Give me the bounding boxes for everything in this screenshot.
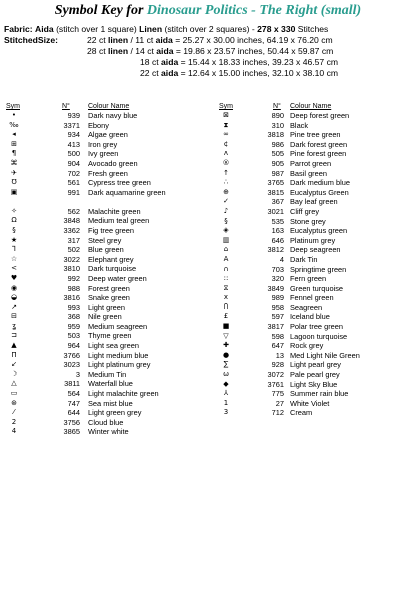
thread-number: 647 [271, 341, 284, 351]
thread-number: 3021 [267, 206, 284, 216]
thread-number: 939 [67, 111, 80, 120]
symbol-glyph: 1 [223, 398, 229, 407]
thread-number: 934 [67, 130, 80, 140]
symbol-glyph: ● [222, 350, 230, 359]
thread-number: 987 [271, 168, 284, 178]
colour-name: Thyme green [88, 331, 132, 341]
symbol-glyph: ▣ [10, 187, 18, 196]
symbol-glyph: ⊞ [11, 139, 17, 148]
thread-number: 564 [67, 389, 80, 399]
colour-name: Ebony [88, 120, 109, 130]
colour-name: Summer rain blue [290, 389, 349, 399]
colour-name: Polar tree green [290, 322, 343, 332]
thread-number: 904 [67, 158, 80, 168]
colour-name: Malachite green [88, 206, 141, 216]
thread-number: 3761 [267, 379, 284, 389]
colour-name: White Violet [290, 398, 330, 408]
colour-name: Pale pearl grey [290, 370, 340, 380]
symbol-glyph: ∑ [223, 360, 229, 369]
thread-number: 598 [271, 331, 284, 341]
colour-name: Black [290, 120, 309, 130]
thread-number: 502 [67, 245, 80, 255]
colour-name: Nile green [88, 312, 122, 322]
thread-number: 989 [271, 293, 284, 303]
colour-name: Dark Tin [290, 254, 318, 264]
thread-number: 3811 [64, 379, 80, 389]
symbol-glyph: • [11, 111, 17, 119]
stitched-size-label-line [4, 35, 58, 45]
thread-number: 747 [67, 398, 80, 408]
colour-name: Fresh green [88, 168, 128, 178]
colour-name: Waterfall blue [88, 379, 133, 389]
colour-name: Medium teal green [88, 216, 150, 226]
colour-name: Snake green [88, 293, 130, 303]
thread-number: 367 [271, 197, 284, 207]
fabric-label: Fabric: [4, 24, 33, 34]
thread-number: 646 [271, 235, 284, 245]
size-fabric-2: aida [155, 35, 173, 45]
symbol-glyph: 4 [11, 427, 17, 436]
symbol-glyph: A [223, 254, 229, 263]
colour-name: Cliff grey [290, 206, 320, 216]
thread-number: 3756 [63, 417, 80, 427]
thread-number: 3023 [63, 360, 80, 370]
colour-name: Med Light Nile Green [290, 350, 360, 360]
colour-name: Deep forest green [290, 111, 350, 120]
thread-number: 3812 [267, 245, 284, 255]
symbol-glyph: x [223, 293, 229, 302]
symbol-glyph: ∴ [223, 178, 229, 187]
right-name-header: Colour Name [290, 103, 332, 110]
thread-number: 988 [67, 283, 80, 293]
colour-name: Iceland blue [290, 312, 330, 322]
thread-number: 562 [67, 206, 80, 216]
symbol-glyph: ¶ [11, 149, 17, 158]
symbol-glyph: ▲ [11, 341, 17, 350]
symbol-glyph: ⅄ [223, 389, 229, 398]
colour-name: Eucalyptus green [290, 226, 348, 236]
symbol-glyph: ▭ [10, 389, 18, 398]
size-dimensions: = 15.44 x 18.33 inches, 39.23 x 46.57 cm [178, 57, 339, 67]
thread-number: 3765 [267, 178, 284, 188]
colour-name: Iron grey [88, 139, 118, 149]
fabric-linen-note: (stitch over 2 squares) - [164, 24, 255, 34]
title-prefix: Symbol Key for [54, 3, 147, 18]
symbol-glyph: ◂ [12, 130, 16, 139]
fabric-aida-note: (stitch over 1 square) [56, 24, 137, 34]
symbol-glyph: ⊐ [11, 331, 17, 340]
left-name-header: Colour Name [88, 103, 130, 110]
symbol-glyph: Ⴖ [223, 302, 229, 311]
thread-number: 3766 [63, 350, 80, 360]
thread-number: 3818 [267, 130, 284, 140]
symbol-glyph: ◉ [10, 283, 18, 292]
size-fabric: aida [161, 68, 179, 78]
symbol-glyph: ⧗ [223, 120, 229, 129]
thread-number: 535 [271, 216, 284, 226]
thread-number: 958 [271, 302, 284, 312]
colour-name: Basil green [290, 168, 327, 178]
thread-number: 644 [67, 408, 80, 418]
colour-name: Ivy green [88, 149, 119, 159]
thread-number: 775 [271, 389, 284, 399]
size-fabric: linen [108, 46, 129, 56]
symbol-glyph: ■ [222, 322, 230, 331]
fabric-stitches: 278 x 330 [257, 24, 296, 34]
symbol-glyph: ▥ [222, 235, 230, 244]
symbol-glyph: ▽ [223, 331, 229, 340]
symbol-glyph: △ [11, 379, 17, 388]
size-line [140, 68, 338, 78]
colour-name: Seagreen [290, 302, 323, 312]
symbol-glyph: 3 [223, 408, 229, 417]
thread-number: 991 [67, 187, 80, 197]
colour-name: Light sea green [88, 341, 139, 351]
size-line [87, 46, 333, 56]
left-sym-header: Sym [6, 103, 20, 110]
thread-number: 561 [67, 178, 80, 188]
symbol-glyph: ♪ [223, 206, 229, 215]
colour-name: Cypress tree green [88, 178, 151, 188]
colour-name: Dark aquamarine green [88, 187, 166, 197]
symbol-glyph: ✧ [11, 206, 17, 215]
thread-number: 500 [67, 149, 80, 159]
colour-name: Dark navy blue [88, 111, 138, 120]
colour-name: Elephant grey [88, 254, 134, 264]
thread-number: 959 [67, 321, 80, 331]
colour-name: Light Sky Blue [290, 379, 338, 389]
symbol-glyph: ↗ [11, 302, 17, 311]
colour-name: Pine tree green [290, 130, 341, 140]
symbol-glyph: ® [222, 158, 230, 167]
symbol-glyph: ☆ [10, 254, 18, 263]
symbol-glyph: ★ [10, 235, 18, 244]
colour-name: Avocado green [88, 158, 138, 168]
thread-number: 597 [271, 312, 284, 322]
colour-name: Parrot green [290, 158, 332, 168]
size-dimensions: = 12.64 x 15.00 inches, 32.10 x 38.10 cm [178, 68, 339, 78]
colour-name: Eucalyptus Green [290, 187, 349, 197]
symbol-glyph: ◈ [223, 226, 229, 235]
thread-number: 3371 [63, 120, 80, 130]
symbol-glyph: 2 [11, 417, 17, 426]
thread-number: 310 [271, 120, 284, 130]
colour-name: Rock grey [290, 341, 324, 351]
symbol-glyph: Ω [11, 216, 17, 225]
colour-name: Light green [88, 302, 125, 312]
symbol-glyph: ℧ [11, 178, 17, 187]
colour-name: Sea mist blue [88, 398, 133, 408]
right-sym-header: Sym [219, 103, 233, 110]
thread-number: 3817 [267, 322, 284, 332]
thread-number: 3816 [63, 293, 80, 303]
symbol-glyph: < [11, 264, 17, 273]
thread-number: 993 [67, 302, 80, 312]
thread-number: 3865 [63, 427, 80, 437]
thread-number: 986 [271, 139, 284, 149]
symbol-glyph: ⌂ [223, 245, 229, 254]
colour-name: Light pearl grey [290, 360, 341, 370]
fabric-line [4, 24, 328, 34]
fabric-aida: Aida [35, 24, 54, 34]
colour-name: Pine forest green [290, 149, 347, 159]
colour-name: Fern green [290, 274, 327, 284]
size-count: 18 ct [140, 57, 162, 67]
fabric-linen: Linen [139, 24, 163, 34]
colour-name: Medium Tin [88, 369, 127, 379]
thread-number: 505 [271, 149, 284, 159]
colour-name: Medium seagreen [88, 321, 148, 331]
thread-number: 3072 [267, 370, 284, 380]
colour-name: Fig tree green [88, 225, 135, 235]
colour-name: Dark medium blue [290, 178, 350, 188]
title-pattern-name: Dinosaur Politics - The Right (small) [146, 3, 362, 18]
colour-name: Algae green [88, 130, 128, 140]
symbol-glyph: ◆ [223, 379, 229, 388]
colour-name: Light malachite green [88, 389, 159, 399]
symbol-glyph: ‰ [9, 120, 19, 129]
thread-number: 413 [67, 139, 80, 149]
symbol-glyph: :: [223, 274, 229, 283]
thread-number: 320 [271, 274, 284, 284]
thread-number: 3022 [63, 254, 80, 264]
symbol-glyph: § [12, 225, 16, 234]
symbol-glyph: ✓ [223, 197, 229, 206]
thread-number: 964 [67, 341, 80, 351]
thread-number: 3848 [63, 216, 80, 226]
symbol-glyph: ♥ [10, 273, 18, 282]
thread-number: 163 [271, 226, 284, 236]
symbol-glyph: £ [223, 312, 229, 321]
size-count: 22 ct [140, 68, 162, 78]
page-title [0, 3, 416, 19]
size-line [140, 57, 338, 67]
thread-number: 712 [271, 408, 284, 418]
colour-name: Lagoon turquoise [290, 331, 348, 341]
thread-number: 703 [271, 264, 284, 274]
symbol-glyph: ⊟ [11, 312, 17, 321]
thread-number: 928 [271, 360, 284, 370]
thread-number: 27 [275, 398, 284, 408]
stitched-size-label: StitchedSize: [4, 35, 58, 45]
size-dimensions: = 25.27 x 30.00 inches, 64.19 x 76.20 cm [172, 35, 333, 45]
colour-name: Winter white [88, 427, 129, 437]
symbol-glyph: ⊠ [223, 111, 229, 119]
thread-number: 317 [67, 235, 80, 245]
size-line [87, 35, 333, 45]
symbol-glyph: ʌ [223, 149, 229, 158]
symbol-glyph: ⧖ [223, 283, 229, 292]
colour-name: Blue green [88, 245, 124, 255]
thread-number: 3 [75, 369, 80, 379]
thread-number: 368 [67, 312, 80, 322]
symbol-glyph: ¢ [223, 139, 229, 148]
symbol-glyph: ω [223, 370, 229, 379]
thread-number: 992 [67, 273, 80, 283]
colour-name: Light platinum grey [88, 360, 151, 370]
symbol-glyph: Π [11, 350, 17, 359]
thread-number: 4 [279, 254, 284, 264]
thread-number: 503 [67, 331, 80, 341]
symbol-glyph: ⁄ [13, 408, 15, 417]
colour-name: Green turquoise [290, 283, 343, 293]
thread-number: 3849 [267, 283, 284, 293]
colour-name: Light green grey [88, 408, 142, 418]
colour-name: Cloud blue [88, 417, 124, 427]
thread-number: 3810 [63, 264, 80, 274]
colour-name: Fennel green [290, 293, 334, 303]
symbol-glyph: ↑ [223, 168, 229, 177]
colour-name: Bay leaf green [290, 197, 338, 207]
colour-name: Deep seagreen [290, 245, 341, 255]
colour-name: Steel grey [88, 235, 122, 245]
size-fabric: linen [108, 35, 129, 45]
colour-name: Cream [290, 408, 313, 418]
symbol-glyph: § [224, 216, 228, 225]
thread-number: 702 [67, 168, 80, 178]
size-count-2: / 14 ct [128, 46, 157, 56]
symbol-glyph: ✚ [223, 341, 229, 350]
size-fabric-2: aida [156, 46, 174, 56]
thread-number: 3362 [63, 225, 80, 235]
symbol-glyph: ☽ [10, 369, 18, 378]
size-fabric: aida [161, 57, 179, 67]
size-dimensions: = 19.86 x 23.57 inches, 50.44 x 59.87 cm [173, 46, 334, 56]
symbol-glyph: ✈ [11, 168, 17, 177]
symbol-glyph: ⅂ [12, 245, 16, 254]
thread-number: 13 [275, 350, 284, 360]
size-count-2: / 11 ct [128, 35, 156, 45]
symbol-glyph: ∩ [223, 264, 229, 273]
colour-name: Springtime green [290, 264, 347, 274]
size-count: 22 ct [87, 35, 109, 45]
symbol-glyph: ⊛ [11, 398, 17, 407]
thread-number: 890 [271, 111, 284, 120]
left-num-header: N° [62, 103, 70, 110]
symbol-glyph: ⊕ [223, 187, 229, 196]
size-count: 28 ct [87, 46, 109, 56]
colour-name: Dark turquoise [88, 264, 137, 274]
symbol-glyph: ↙ [11, 360, 17, 369]
colour-name: Deep water green [88, 273, 147, 283]
colour-name: Platinum grey [290, 235, 336, 245]
colour-name: Stone grey [290, 216, 326, 226]
symbol-glyph: ʓ [11, 321, 17, 330]
fabric-stitches-word: Stitches [297, 24, 329, 34]
thread-number: 3815 [267, 187, 284, 197]
colour-name: Forest green [88, 283, 130, 293]
colour-name: Dark forest green [290, 139, 348, 149]
symbol-glyph: ⌘ [10, 158, 18, 167]
symbol-glyph: ◒ [10, 293, 18, 302]
right-num-header: N° [273, 103, 281, 110]
colour-name: Light medium blue [88, 350, 149, 360]
symbol-glyph: ∞ [223, 130, 229, 139]
thread-number: 905 [271, 158, 284, 168]
